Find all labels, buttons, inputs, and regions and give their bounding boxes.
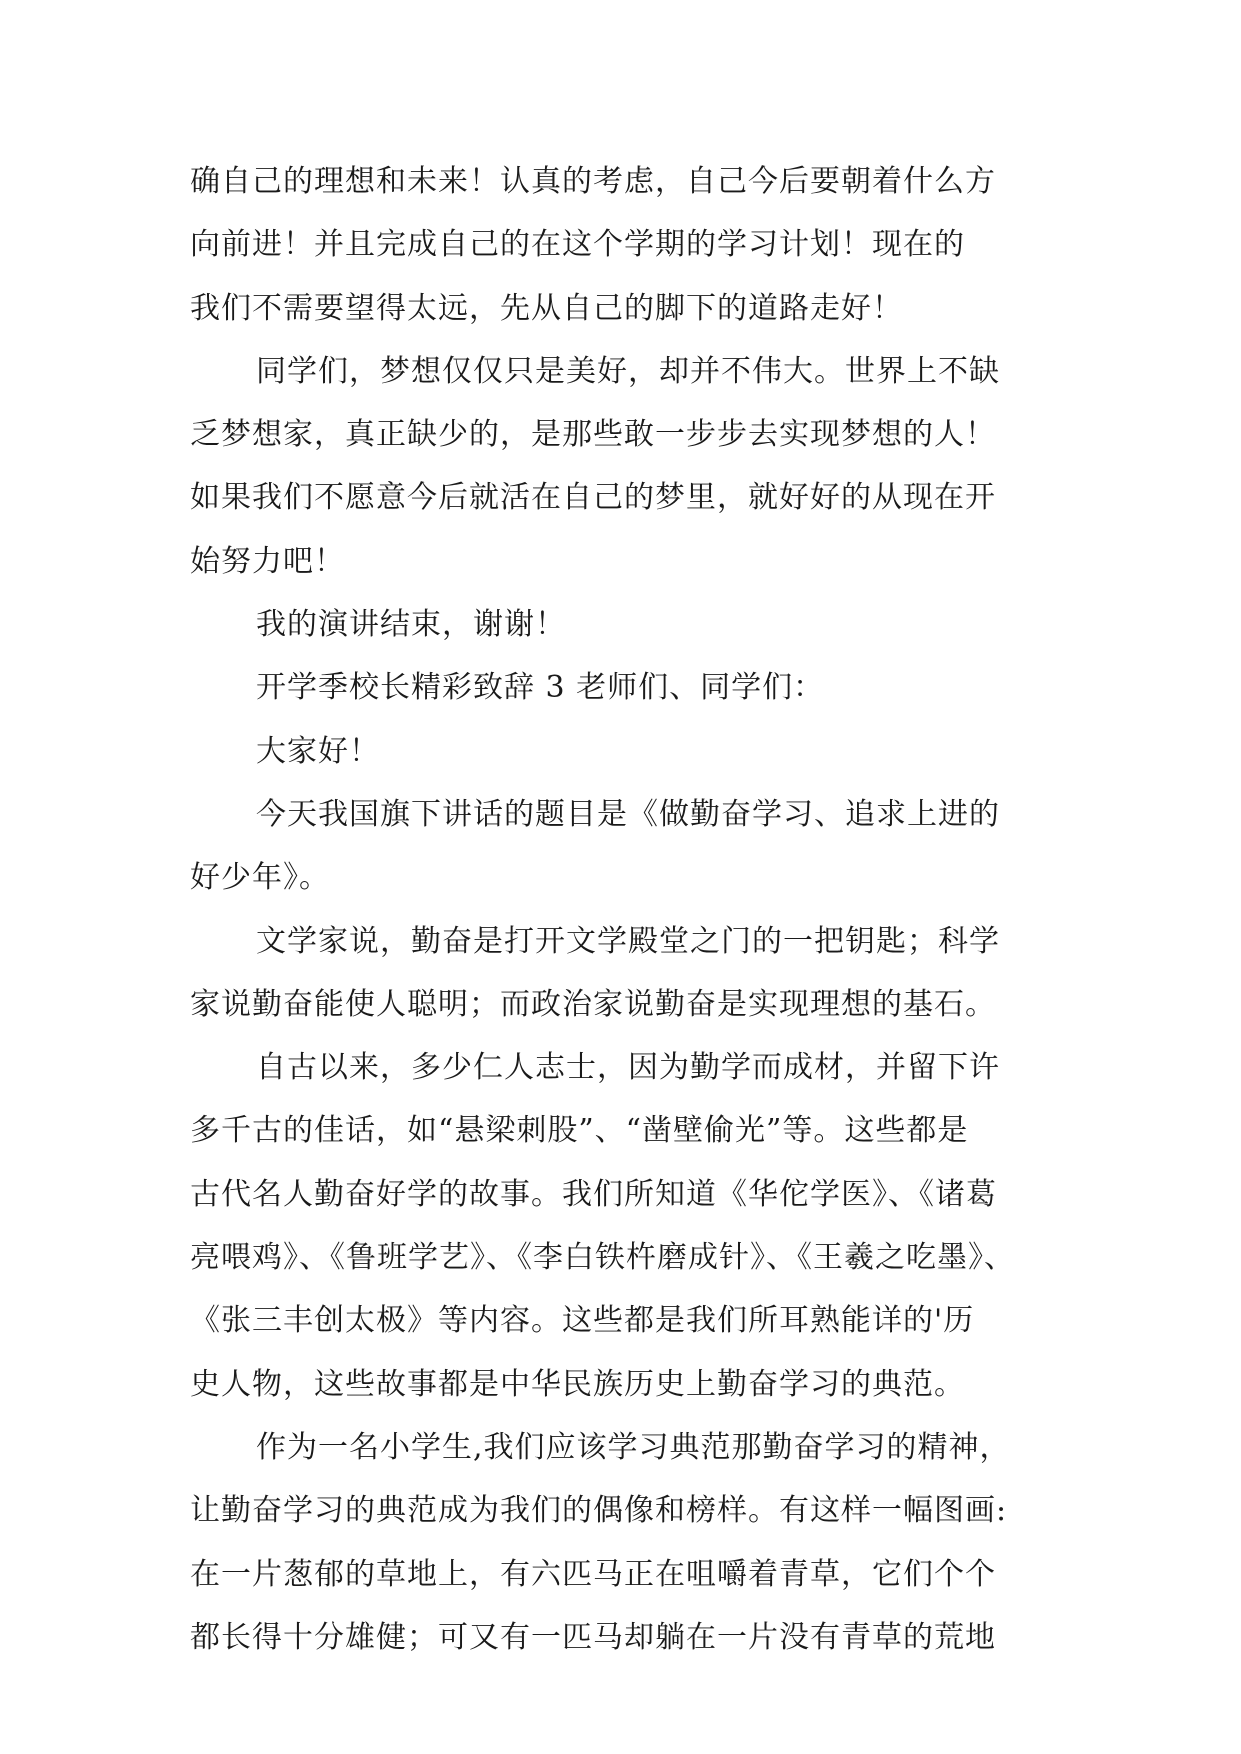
paragraph <box>190 1036 1090 1416</box>
text-line: 好少年》。 <box>190 860 330 896</box>
text-line: 开学季校长精彩致辞 3 老师们、同学们： <box>256 670 825 706</box>
text-line: 我的演讲结束，谢谢！ <box>256 607 566 643</box>
text-line: 乏梦想家，真正缺少的，是那些敢一步步去实现梦想的人！ <box>190 417 996 453</box>
text-line: 始努力吧！ <box>190 543 345 579</box>
paragraph <box>190 656 1090 719</box>
paragraph <box>190 910 1090 1037</box>
text-line: 古代名人勤奋好学的故事。我们所知道《华佗学医》、《诸葛 <box>190 1176 997 1212</box>
text-line: 亮喂鸡》、《鲁班学艺》、《李白铁杵磨成针》、《王羲之吃墨》、 <box>190 1240 1015 1276</box>
paragraph <box>190 340 1090 593</box>
paragraph <box>190 593 1090 656</box>
text-line: 多千古的佳话，如“悬梁刺股”、“凿壁偷光”等。这些都是 <box>190 1113 969 1149</box>
body-text <box>190 150 1090 1669</box>
text-line: 同学们，梦想仅仅只是美好，却并不伟大。世界上不缺 <box>256 353 1000 389</box>
paragraph <box>190 720 1090 783</box>
paragraph <box>190 150 1090 340</box>
text-line: 作为一名小学生,我们应该学习典范那勤奋学习的精神， <box>256 1429 1011 1465</box>
text-line: 《张三丰创太极》等内容。这些都是我们所耳熟能详的'历 <box>190 1303 975 1339</box>
text-line: 文学家说，勤奋是打开文学殿堂之门的一把钥匙；科学 <box>256 923 1000 959</box>
paragraph <box>190 783 1090 910</box>
text-line: 如果我们不愿意今后就活在自己的梦里，就好好的从现在开 <box>190 480 996 516</box>
text-line: 自古以来，多少仁人志士，因为勤学而成材，并留下许 <box>256 1050 1000 1086</box>
text-line: 我们不需要望得太远，先从自己的脚下的道路走好！ <box>190 290 903 326</box>
paragraph <box>190 1416 1090 1669</box>
text-line: 家说勤奋能使人聪明；而政治家说勤奋是实现理想的基石。 <box>190 986 996 1022</box>
text-line: 让勤奋学习的典范成为我们的偶像和榜样。有这样一幅图画: <box>190 1493 1008 1529</box>
text-line: 史人物，这些故事都是中华民族历史上勤奋学习的典范。 <box>190 1366 965 1402</box>
text-line: 都长得十分雄健；可又有一匹马却躺在一片没有青草的荒地 <box>190 1619 996 1655</box>
text-line: 今天我国旗下讲话的题目是《做勤奋学习、追求上进的 <box>256 796 1000 832</box>
text-line: 在一片葱郁的草地上，有六匹马正在咀嚼着青草，它们个个 <box>190 1556 996 1592</box>
text-line: 大家好！ <box>256 733 380 769</box>
text-line: 向前进！并且完成自己的在这个学期的学习计划！现在的 <box>190 227 965 263</box>
text-line: 确自己的理想和未来！认真的考虑，自己今后要朝着什么方 <box>190 164 996 199</box>
